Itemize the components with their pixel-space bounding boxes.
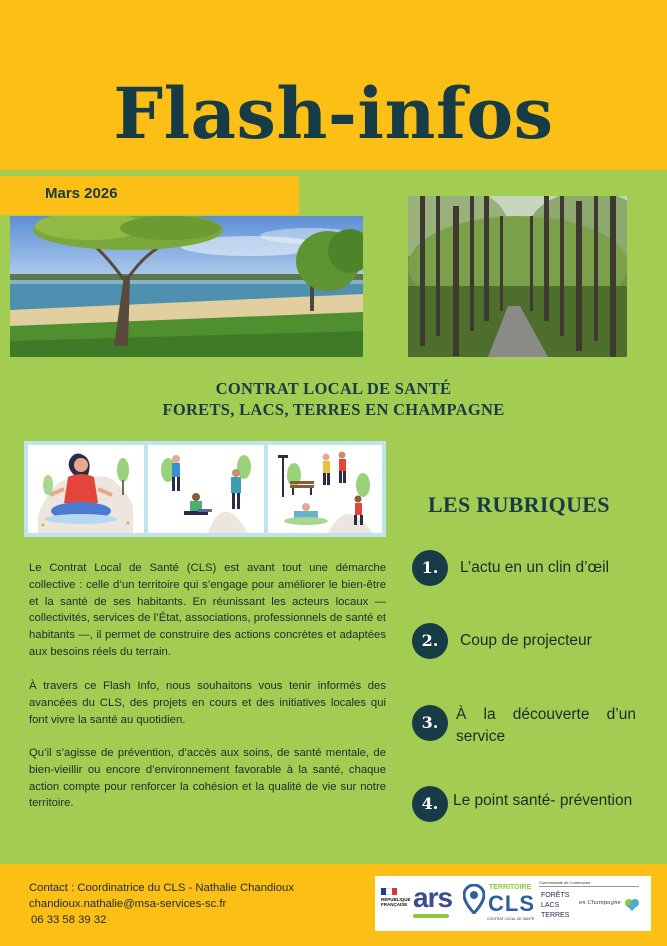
cls-logo-sub: CONTRAT LOCAL DE SANTÉ — [487, 917, 535, 921]
lake-photo — [10, 216, 363, 357]
ars-logo: ars — [413, 882, 453, 913]
cc-en-champagne: en Champagne — [579, 900, 621, 906]
partner-logos — [375, 876, 651, 931]
page-title: Flash-infos — [113, 72, 554, 155]
rubrique-number-2: 2. — [412, 623, 448, 659]
contact-email[interactable]: chandioux.nathalie@msa-services-sc.fr — [29, 898, 227, 910]
french-flag-icon — [381, 888, 397, 895]
cls-logo: CLS — [488, 891, 535, 916]
republique-francaise-text: RÉPUBLIQUE FRANÇAISE — [381, 897, 411, 907]
rubrique-label-2: Coup de projecteur — [460, 632, 592, 649]
cc-lacs: LACS — [541, 902, 560, 909]
heart-icon — [625, 898, 639, 910]
contact-line: Contact : Coordinatrice du CLS - Nathalie Chandioux — [29, 882, 294, 894]
park-illustration — [268, 445, 382, 533]
intro-paragraph-2: À travers ce Flash Info, nous souhaitons vous tenir informés des avancées du CLS, des projets en cours et des initiatives locales qui font vivre la santé au quotidien. — [29, 680, 386, 726]
rubrique-label-3 — [456, 704, 636, 748]
cc-terres: TERRES — [541, 912, 570, 919]
cls-heading-line2: FORETS, LACS, TERRES EN CHAMPAGNE — [162, 400, 505, 419]
contact-phone[interactable]: 06 33 58 39 32 — [31, 914, 107, 926]
republique-francaise-logo — [381, 888, 411, 907]
intro-paragraph-3: Qu’il s’agisse de prévention, d’accès aux soins, de santé mentale, de bien-vieillir ou encore d’environnement favorable à la santé, chaque action compte pour renforcer la cohésion et la qualité de vie sur notre territoire. — [29, 747, 386, 810]
wellbeing-illustration — [24, 441, 386, 537]
rubrique-label-3-text: À la découverte d’un service — [456, 706, 636, 745]
cc-divider — [539, 886, 639, 887]
cc-forets: FORÊTS — [541, 892, 570, 899]
intro-paragraph-1: Le Contrat Local de Santé (CLS) est avant tout une démarche collective : celle d’un territoire qui s’engage pour améliorer le bien-être et la santé de ses habitants. En réunissant les acteurs locaux — collectivités, services de l’État, associations, professionnels de santé et habitants —, il permet de construire des actions concrètes et adaptées aux besoins réels du terrain. — [29, 562, 386, 658]
issue-date: Mars 2026 — [45, 185, 118, 202]
map-pin-icon — [463, 884, 485, 914]
rubrique-number-1: 1. — [412, 550, 448, 586]
cls-heading-line1: CONTRAT LOCAL DE SANTÉ — [215, 379, 452, 398]
rubrique-label-1: L’actu en un clin d’œil — [460, 559, 610, 576]
cls-heading — [0, 378, 667, 420]
rubriques-title: LES RUBRIQUES — [428, 492, 610, 517]
meditation-illustration — [28, 445, 144, 533]
rubrique-number-4: 4. — [412, 786, 448, 822]
ars-swoosh-icon — [413, 914, 449, 918]
forest-photo — [408, 196, 627, 357]
cc-logo-top: Communauté de Communes — [539, 880, 591, 885]
rubrique-number-3: 3. — [412, 705, 448, 741]
cls-logo-top: TERRITOIRE — [489, 884, 532, 891]
rubrique-label-4: Le point santé- prévention — [453, 792, 633, 809]
people-exercise-illustration — [148, 445, 264, 533]
